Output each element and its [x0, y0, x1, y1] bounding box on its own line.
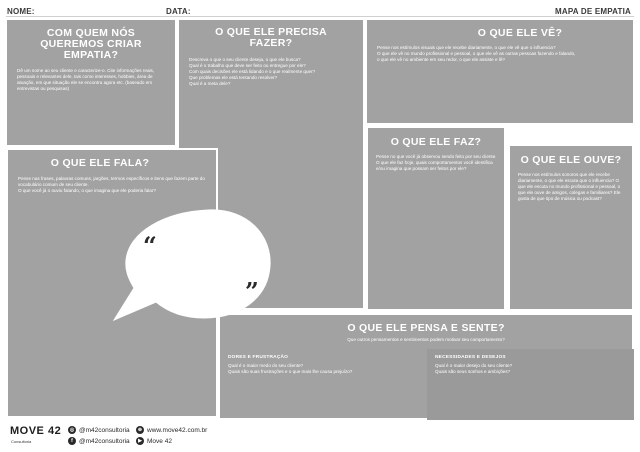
- dores-title: DORES E FRUSTRAÇÃO: [228, 355, 289, 360]
- facebook-icon: f: [68, 437, 76, 445]
- dores-section: [220, 349, 427, 420]
- text-line: O que você já o ouviu falando, o que imagina que ele poderia falar?: [18, 188, 156, 194]
- text-line: Com quais decisões ele está lidando e o que realmente quer?: [189, 69, 316, 75]
- text-line: Pense nas frases, palavras comuns, jargões, termos específicos e itens que fazem parte do vocabulário comum de seu cliente.: [18, 176, 205, 188]
- instagram-handle: @m42consultoria: [79, 426, 130, 434]
- panel-pensa-intro: Que outros pensamentos e sentimentos podem motivar seu comportamento?: [347, 337, 505, 342]
- brand-subtitle: Consultoria: [11, 439, 32, 444]
- panel-ouve: [508, 144, 634, 311]
- panel-fazer-title: O QUE ELE PRECISA FAZER?: [215, 26, 327, 49]
- text-line: Quais são suas frustrações e o que mais lhe causa prejuízo?: [228, 369, 353, 375]
- facebook-link[interactable]: [68, 437, 130, 445]
- date-label: DATA:: [166, 7, 191, 16]
- dores-text: [228, 363, 427, 375]
- panel-faz-title: O QUE ELE FAZ?: [390, 136, 482, 148]
- text-line: Descreva o que o seu cliente deseja, o que ele busca?: [189, 57, 301, 62]
- panel-ouve-title: O QUE ELE OUVE?: [520, 154, 622, 166]
- website-link[interactable]: [136, 426, 207, 434]
- website-url: www.move42.com.br: [147, 426, 208, 434]
- text-line: Qual é o maior desejo do seu cliente?: [435, 363, 513, 368]
- panel-quem-text: Dê um nome ao seu cliente e caracterize-o. Cite informações reais, pessoais e relevantes dele, tais como interesses, hobbies, área de atuação, em que situação ele se encontra agora etc. (baseado em entrevistas ou pesquisas): [17, 68, 155, 92]
- necessidades-section: [427, 349, 634, 420]
- text-line: O que ele vê no mundo profissional e pessoal, o que ele vê as outras pessoas fazendo e falando,: [377, 51, 576, 57]
- facebook-handle: @m42consultoria: [79, 437, 130, 445]
- panel-pensa-title: O QUE ELE PENSA E SENTE?: [347, 322, 505, 334]
- panel-ve-text: [377, 45, 627, 63]
- brand-logo: MOVE 42: [10, 425, 62, 437]
- necessidades-title: NECESSIDADES E DESEJOS: [435, 355, 506, 360]
- speech-bubble-icon: [112, 196, 282, 336]
- play-icon: ▶: [136, 437, 144, 445]
- text-line: Qual é o maior medo do seu cliente?: [228, 363, 304, 368]
- panel-fazer-text: [189, 57, 357, 87]
- youtube-channel: Move 42: [147, 437, 172, 445]
- panel-ve: [366, 19, 634, 124]
- map-title: MAPA DE EMPATIA: [555, 7, 632, 16]
- text-line: Quais são seus sonhos e ambições?: [435, 369, 511, 375]
- panel-ouve-text: Pense nos estímulos sonoros que ele recebe diariamente, o que ele escuta que o influencia? O que ele escuta no mundo profissional e pessoal, o que ele ouve de amigos, colegas e familiares? Ele gosta de que tipo de música ou podcast?: [518, 172, 621, 202]
- text-line: Que problemas ele está tentando resolver?: [189, 75, 278, 81]
- instagram-link[interactable]: [68, 426, 130, 434]
- panel-faz-text: [376, 154, 498, 172]
- panel-quem: [6, 19, 176, 146]
- text-line: Qual é a meta dele?: [189, 81, 231, 87]
- header-divider: [6, 16, 634, 17]
- necessidades-text: [435, 363, 634, 375]
- text-line: O que ele faz hoje, quais comportamentos você identifica e/ou imagina que possam ser feitos por ele?: [376, 160, 493, 172]
- panel-faz: [366, 126, 506, 311]
- text-line: Pense no que você já observou sendo feito por seu cliente.: [376, 154, 497, 159]
- name-label: NOME:: [7, 7, 35, 16]
- panel-fala-text: [18, 176, 208, 194]
- panel-fala-title: O QUE ELE FALA?: [50, 157, 150, 169]
- text-line: Pense nos estímulos visuais que ele recebe diariamente, o que ele vê que o influencia?: [377, 45, 556, 50]
- text-line: Qual é o trabalho que deve ser feito ou entregue por ele?: [189, 63, 306, 69]
- globe-icon: ⊕: [137, 426, 143, 433]
- instagram-icon: ◎: [69, 426, 75, 433]
- panel-ve-title: O QUE ELE VÊ?: [477, 27, 563, 39]
- quote-open-mark: “: [143, 231, 157, 260]
- quote-close-mark: ”: [245, 277, 259, 306]
- text-line: o que ele vê no ambiente em seu redor, o que ele assiste e lê?: [377, 57, 505, 63]
- panel-quem-title: COM QUEM NÓS QUEREMOS CRIAR EMPATIA?: [40, 27, 142, 61]
- youtube-link[interactable]: [136, 437, 172, 445]
